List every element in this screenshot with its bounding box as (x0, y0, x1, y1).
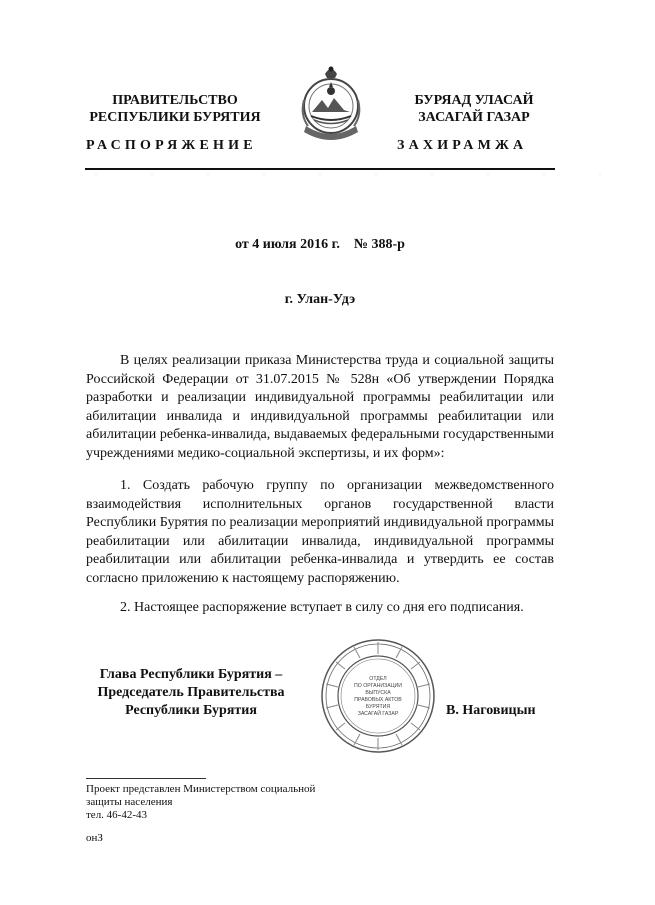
place: г. Улан-Удэ (284, 292, 356, 307)
svg-text:ПРАВОВЫХ АКТОВ: ПРАВОВЫХ АКТОВ (354, 697, 402, 703)
signatory-title-line2: Председатель Правительства (97, 685, 285, 700)
issuer-right-line2: ЗАСАГАЙ ГАЗАР (418, 110, 530, 125)
issuer-right-line1: БУРЯАД УЛАСАЙ (414, 93, 534, 108)
item-1-paragraph: 1. Создать рабочую группу по организации межведомственного взаимодействия исполнительных органов государственной власти Республики Бурятия по реализации мероприятий индивидуальной программы реабилитации или абилитации инвалида, индивидуальной программы реабилитации или абилитации ребенка-инвалида и утвердить ее состав согласно приложению к настоящему распоряжению. (86, 478, 554, 586)
footnote-line1: Проект представлен Министерством социальной (86, 783, 316, 795)
doc-type-left: РАСПОРЯЖЕНИЕ (86, 138, 257, 153)
svg-text:ПО ОРГАНИЗАЦИИ: ПО ОРГАНИЗАЦИИ (354, 683, 402, 689)
issuer-left-line2: РЕСПУБЛИКИ БУРЯТИЯ (89, 110, 261, 125)
official-stamp-icon (318, 636, 438, 756)
footnote-line2: защиты населения (86, 796, 173, 808)
preamble-paragraph: В целях реализации приказа Министерства труда и социальной защиты Российской Федерации от 31.07.2015 № 528н «Об утверждении Порядка разработки и реализации индивидуальной программы реабилитации или абилитации инвалида и индивидуальной программы реабилитации или абилитации ребенка-инвалида, выдаваемых федеральными государственными учреждениями медико-социальной экспертизы, и их форм»: (86, 353, 554, 461)
footnote-divider (86, 778, 206, 779)
signatory-title-line3: Республики Бурятия (125, 703, 257, 718)
item-2-paragraph: 2. Настоящее распоряжение вступает в силу со дня его подписания. (120, 600, 524, 615)
signatory-name: В. Наговицын (446, 703, 536, 718)
svg-text:ВЫПУСКА: ВЫПУСКА (365, 690, 391, 696)
issuer-left-line1: ПРАВИТЕЛЬСТВО (112, 93, 238, 108)
footnote-line3: тел. 46-42-43 (86, 809, 148, 821)
header-divider (85, 168, 555, 170)
svg-text:БУРЯТИЯ: БУРЯТИЯ (365, 704, 391, 710)
header-dotted-line: ·········· (95, 172, 655, 178)
issuer-left (70, 92, 280, 126)
document-code: онЗ (86, 832, 103, 844)
issuer-right (364, 92, 584, 126)
svg-text:ОТДЕЛ: ОТДЕЛ (369, 676, 387, 682)
signatory-title-line1: Глава Республики Бурятия – (99, 667, 283, 682)
date-number: от 4 июля 2016 г. № 388-р (235, 237, 405, 252)
footnote (86, 783, 315, 822)
doc-type-right: ЗАХИРАМЖА (397, 138, 528, 153)
coat-of-arms-icon (296, 60, 366, 144)
svg-text:ЗАСАГАЙ ГАЗАР: ЗАСАГАЙ ГАЗАР (357, 711, 399, 717)
signatory-title (76, 666, 306, 720)
